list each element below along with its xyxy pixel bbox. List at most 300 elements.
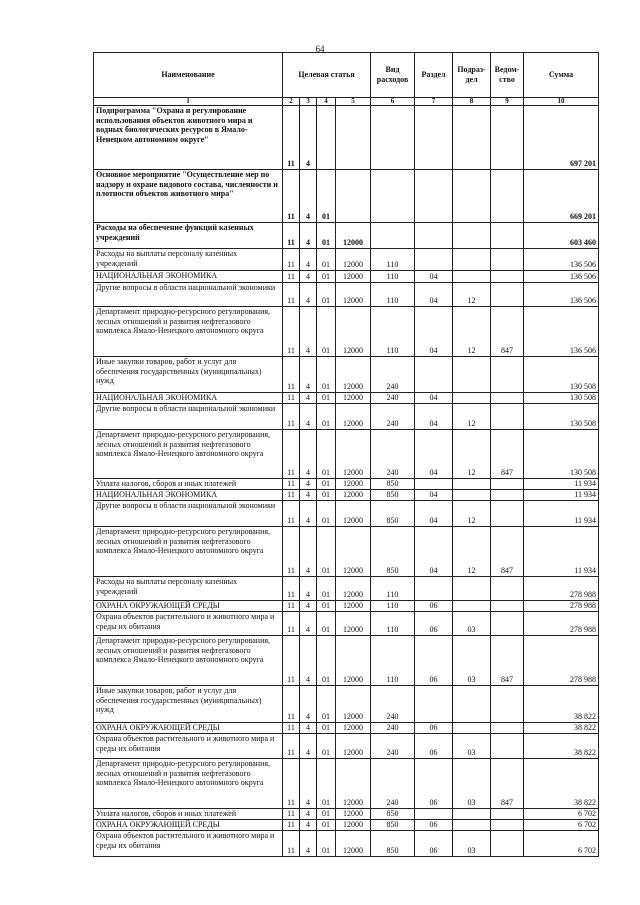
- target-program-cell: 11: [283, 307, 300, 357]
- section-cell: 06: [415, 723, 453, 734]
- table-row: [94, 612, 599, 636]
- table-row: [94, 283, 599, 307]
- header-subsection: Подраз-дел: [453, 53, 491, 98]
- target-measure-cell: [317, 106, 336, 170]
- subsection-cell: 03: [453, 636, 491, 686]
- target-program-cell: 11: [283, 527, 300, 577]
- subsection-cell: 12: [453, 501, 491, 527]
- section-cell: 06: [415, 820, 453, 831]
- target-subprogram-cell: 4: [300, 357, 317, 393]
- target-measure-cell: 01: [317, 820, 336, 831]
- table-row: [94, 601, 599, 612]
- target-measure-cell: 01: [317, 430, 336, 479]
- subsection-cell: 03: [453, 759, 491, 809]
- subsection-cell: 12: [453, 404, 491, 430]
- target-subprogram-cell: 4: [300, 636, 317, 686]
- section-cell: 06: [415, 601, 453, 612]
- target-measure-cell: 01: [317, 759, 336, 809]
- department-cell: [491, 479, 524, 490]
- target-direction-cell: 12000: [336, 357, 371, 393]
- expense-type-cell: 110: [371, 601, 415, 612]
- row-name-cell: ОХРАНА ОКРУЖАЮЩЕЙ СРЕДЫ: [94, 723, 283, 734]
- sum-cell: 130 508: [524, 393, 599, 404]
- subsection-cell: 12: [453, 307, 491, 357]
- section-cell: 04: [415, 490, 453, 501]
- department-cell: [491, 170, 524, 223]
- target-direction-cell: 12000: [336, 734, 371, 759]
- row-name-cell: Другие вопросы в области национальной экономики: [94, 404, 283, 430]
- target-measure-cell: 01: [317, 577, 336, 601]
- expense-type-cell: [371, 170, 415, 223]
- target-program-cell: 11: [283, 601, 300, 612]
- target-program-cell: 11: [283, 612, 300, 636]
- expense-type-cell: 110: [371, 307, 415, 357]
- subsection-cell: [453, 723, 491, 734]
- target-direction-cell: 12000: [336, 271, 371, 283]
- section-cell: 06: [415, 831, 453, 857]
- row-name-cell: Основное мероприятие "Осуществление мер по надзору и охране видового состава, численности и плотности объектов животного мира": [94, 170, 283, 223]
- target-program-cell: 11: [283, 723, 300, 734]
- sum-cell: 6 702: [524, 809, 599, 820]
- target-direction-cell: 12000: [336, 490, 371, 501]
- target-direction-cell: 12000: [336, 501, 371, 527]
- target-subprogram-cell: 4: [300, 759, 317, 809]
- table-row: [94, 577, 599, 601]
- target-program-cell: 11: [283, 223, 300, 249]
- subsection-cell: [453, 170, 491, 223]
- row-name-cell: Расходы на выплаты персоналу казенных учреждений: [94, 577, 283, 601]
- section-cell: [415, 479, 453, 490]
- row-name-cell: Департамент природно-ресурсного регулирования, лесных отношений и развития нефтегазового комплекса Ямало-Ненецкого автономного округа: [94, 759, 283, 809]
- target-subprogram-cell: 4: [300, 430, 317, 479]
- expense-type-cell: 850: [371, 809, 415, 820]
- department-cell: [491, 820, 524, 831]
- target-program-cell: 11: [283, 271, 300, 283]
- subsection-cell: [453, 490, 491, 501]
- expense-type-cell: 110: [371, 612, 415, 636]
- target-measure-cell: 01: [317, 223, 336, 249]
- sum-cell: 38 822: [524, 686, 599, 723]
- row-name-cell: Департамент природно-ресурсного регулирования, лесных отношений и развития нефтегазового комплекса Ямало-Ненецкого автономного округа: [94, 527, 283, 577]
- subsection-cell: [453, 686, 491, 723]
- expense-type-cell: 240: [371, 404, 415, 430]
- subsection-cell: 03: [453, 831, 491, 857]
- subsection-cell: [453, 601, 491, 612]
- subsection-cell: [453, 223, 491, 249]
- table-row: [94, 249, 599, 271]
- sum-cell: 603 460: [524, 223, 599, 249]
- row-name-cell: Другие вопросы в области национальной экономики: [94, 283, 283, 307]
- subsection-cell: [453, 249, 491, 271]
- table-row: [94, 430, 599, 479]
- expense-type-cell: 850: [371, 831, 415, 857]
- target-subprogram-cell: 4: [300, 283, 317, 307]
- target-program-cell: 11: [283, 734, 300, 759]
- target-subprogram-cell: 4: [300, 223, 317, 249]
- subsection-cell: [453, 820, 491, 831]
- target-measure-cell: 01: [317, 283, 336, 307]
- target-direction-cell: 12000: [336, 759, 371, 809]
- column-number: 2: [283, 98, 300, 106]
- table-row: [94, 723, 599, 734]
- target-measure-cell: 01: [317, 393, 336, 404]
- sum-cell: 38 822: [524, 723, 599, 734]
- sum-cell: 130 508: [524, 404, 599, 430]
- sum-cell: 136 506: [524, 307, 599, 357]
- table-row: [94, 734, 599, 759]
- target-program-cell: 11: [283, 283, 300, 307]
- department-cell: [491, 831, 524, 857]
- department-cell: [491, 283, 524, 307]
- section-cell: [415, 809, 453, 820]
- column-number-row: [94, 98, 599, 106]
- target-program-cell: 11: [283, 479, 300, 490]
- header-sum: Сумма: [524, 53, 599, 98]
- target-direction-cell: [336, 106, 371, 170]
- subsection-cell: [453, 577, 491, 601]
- section-cell: 06: [415, 734, 453, 759]
- expense-type-cell: 850: [371, 527, 415, 577]
- target-measure-cell: 01: [317, 686, 336, 723]
- expense-type-cell: [371, 223, 415, 249]
- section-cell: 06: [415, 636, 453, 686]
- column-number: 5: [336, 98, 371, 106]
- table-row: [94, 106, 599, 170]
- target-measure-cell: 01: [317, 249, 336, 271]
- department-cell: [491, 393, 524, 404]
- table-row: [94, 636, 599, 686]
- table-row: [94, 831, 599, 857]
- row-name-cell: Расходы на обеспечение функций казенных учреждений: [94, 223, 283, 249]
- target-subprogram-cell: 4: [300, 271, 317, 283]
- sum-cell: 11 934: [524, 501, 599, 527]
- department-cell: 847: [491, 430, 524, 479]
- target-program-cell: 11: [283, 820, 300, 831]
- expense-type-cell: 110: [371, 283, 415, 307]
- target-subprogram-cell: 4: [300, 479, 317, 490]
- subsection-cell: [453, 357, 491, 393]
- sum-cell: 11 934: [524, 527, 599, 577]
- row-name-cell: Охрана объектов растительного и животного мира и среды их обитания: [94, 734, 283, 759]
- sum-cell: 136 506: [524, 249, 599, 271]
- target-program-cell: 11: [283, 490, 300, 501]
- target-subprogram-cell: 4: [300, 501, 317, 527]
- row-name-cell: НАЦИОНАЛЬНАЯ ЭКОНОМИКА: [94, 490, 283, 501]
- target-measure-cell: 01: [317, 809, 336, 820]
- header-row: [94, 53, 599, 98]
- target-subprogram-cell: 4: [300, 490, 317, 501]
- section-cell: [415, 106, 453, 170]
- target-program-cell: 11: [283, 170, 300, 223]
- section-cell: 04: [415, 527, 453, 577]
- target-direction-cell: 12000: [336, 809, 371, 820]
- target-subprogram-cell: 4: [300, 404, 317, 430]
- subsection-cell: [453, 106, 491, 170]
- subsection-cell: 03: [453, 612, 491, 636]
- row-name-cell: Охрана объектов растительного и животного мира и среды их обитания: [94, 612, 283, 636]
- row-name-cell: Расходы на выплаты персоналу казенных учреждений: [94, 249, 283, 271]
- target-subprogram-cell: 4: [300, 734, 317, 759]
- target-direction-cell: 12000: [336, 612, 371, 636]
- target-direction-cell: 12000: [336, 636, 371, 686]
- expense-type-cell: [371, 106, 415, 170]
- row-name-cell: Подпрограмма "Охрана и регулирование использования объектов животного мира и водных биологических ресурсов в Ямало-Ненецком автономном округе": [94, 106, 283, 170]
- section-cell: 04: [415, 393, 453, 404]
- expense-type-cell: 850: [371, 479, 415, 490]
- subsection-cell: 03: [453, 734, 491, 759]
- table-row: [94, 809, 599, 820]
- target-direction-cell: 12000: [336, 577, 371, 601]
- row-name-cell: Департамент природно-ресурсного регулирования, лесных отношений и развития нефтегазового комплекса Ямало-Ненецкого автономного округа: [94, 636, 283, 686]
- subsection-cell: 12: [453, 430, 491, 479]
- department-cell: [491, 723, 524, 734]
- expense-type-cell: 240: [371, 430, 415, 479]
- expense-type-cell: 110: [371, 249, 415, 271]
- section-cell: 04: [415, 501, 453, 527]
- expense-type-cell: 240: [371, 393, 415, 404]
- department-cell: [491, 577, 524, 601]
- target-subprogram-cell: 4: [300, 686, 317, 723]
- target-program-cell: 11: [283, 501, 300, 527]
- target-measure-cell: 01: [317, 612, 336, 636]
- header-expense-type: Вид расходов: [371, 53, 415, 98]
- table-row: [94, 759, 599, 809]
- table-row: [94, 170, 599, 223]
- sum-cell: 278 988: [524, 636, 599, 686]
- table-row: [94, 527, 599, 577]
- table-row: [94, 490, 599, 501]
- target-direction-cell: 12000: [336, 831, 371, 857]
- target-direction-cell: 12000: [336, 283, 371, 307]
- section-cell: [415, 686, 453, 723]
- section-cell: [415, 357, 453, 393]
- department-cell: [491, 612, 524, 636]
- sum-cell: 6 702: [524, 820, 599, 831]
- expense-type-cell: 240: [371, 723, 415, 734]
- target-subprogram-cell: 4: [300, 809, 317, 820]
- target-direction-cell: [336, 170, 371, 223]
- table-row: [94, 404, 599, 430]
- table-row: [94, 223, 599, 249]
- department-cell: 847: [491, 636, 524, 686]
- expense-type-cell: 240: [371, 759, 415, 809]
- target-direction-cell: 12000: [336, 527, 371, 577]
- row-name-cell: Иные закупки товаров, работ и услуг для обеспечения государственных (муниципальных) нужд: [94, 686, 283, 723]
- sum-cell: 6 702: [524, 831, 599, 857]
- target-measure-cell: 01: [317, 527, 336, 577]
- department-cell: [491, 490, 524, 501]
- table-row: [94, 479, 599, 490]
- target-subprogram-cell: 4: [300, 307, 317, 357]
- target-subprogram-cell: 4: [300, 527, 317, 577]
- row-name-cell: Иные закупки товаров, работ и услуг для обеспечения государственных (муниципальных) нужд: [94, 357, 283, 393]
- page-number: 64: [315, 44, 325, 54]
- target-measure-cell: 01: [317, 307, 336, 357]
- target-program-cell: 11: [283, 577, 300, 601]
- sum-cell: 38 822: [524, 759, 599, 809]
- row-name-cell: Департамент природно-ресурсного регулирования, лесных отношений и развития нефтегазового комплекса Ямало-Ненецкого автономного округа: [94, 307, 283, 357]
- target-subprogram-cell: 4: [300, 831, 317, 857]
- row-name-cell: НАЦИОНАЛЬНАЯ ЭКОНОМИКА: [94, 271, 283, 283]
- target-measure-cell: 01: [317, 723, 336, 734]
- table-row: [94, 357, 599, 393]
- section-cell: 04: [415, 271, 453, 283]
- sum-cell: 697 201: [524, 106, 599, 170]
- sum-cell: 11 934: [524, 490, 599, 501]
- expense-type-cell: 110: [371, 577, 415, 601]
- table-row: [94, 307, 599, 357]
- sum-cell: 278 988: [524, 601, 599, 612]
- section-cell: [415, 170, 453, 223]
- section-cell: 04: [415, 307, 453, 357]
- target-subprogram-cell: 4: [300, 170, 317, 223]
- target-subprogram-cell: 4: [300, 106, 317, 170]
- target-direction-cell: 12000: [336, 393, 371, 404]
- target-program-cell: 11: [283, 106, 300, 170]
- department-cell: [491, 357, 524, 393]
- column-number: 9: [491, 98, 524, 106]
- table-row: [94, 820, 599, 831]
- section-cell: 06: [415, 612, 453, 636]
- target-program-cell: 11: [283, 831, 300, 857]
- expense-type-cell: 850: [371, 490, 415, 501]
- row-name-cell: Уплата налогов, сборов и иных платежей: [94, 809, 283, 820]
- expense-type-cell: 110: [371, 636, 415, 686]
- section-cell: [415, 577, 453, 601]
- header-target-article: Целевая статья: [283, 53, 371, 98]
- table-row: [94, 393, 599, 404]
- department-cell: [491, 249, 524, 271]
- subsection-cell: [453, 809, 491, 820]
- target-program-cell: 11: [283, 759, 300, 809]
- target-measure-cell: 01: [317, 831, 336, 857]
- section-cell: [415, 223, 453, 249]
- row-name-cell: ОХРАНА ОКРУЖАЮЩЕЙ СРЕДЫ: [94, 601, 283, 612]
- sum-cell: 278 988: [524, 612, 599, 636]
- section-cell: 04: [415, 404, 453, 430]
- section-cell: [415, 249, 453, 271]
- column-number: 3: [300, 98, 317, 106]
- column-number: 8: [453, 98, 491, 106]
- target-direction-cell: 12000: [336, 601, 371, 612]
- subsection-cell: [453, 271, 491, 283]
- table-row: [94, 501, 599, 527]
- subsection-cell: 12: [453, 283, 491, 307]
- department-cell: [491, 223, 524, 249]
- department-cell: [491, 601, 524, 612]
- row-name-cell: Охрана объектов растительного и животного мира и среды их обитания: [94, 831, 283, 857]
- row-name-cell: ОХРАНА ОКРУЖАЮЩЕЙ СРЕДЫ: [94, 820, 283, 831]
- department-cell: [491, 686, 524, 723]
- target-program-cell: 11: [283, 686, 300, 723]
- column-number: 4: [317, 98, 336, 106]
- target-measure-cell: 01: [317, 636, 336, 686]
- sum-cell: 11 934: [524, 479, 599, 490]
- header-name: Наименование: [94, 53, 283, 98]
- target-direction-cell: 12000: [336, 307, 371, 357]
- column-number: 6: [371, 98, 415, 106]
- target-direction-cell: 12000: [336, 249, 371, 271]
- target-measure-cell: 01: [317, 170, 336, 223]
- target-direction-cell: 12000: [336, 404, 371, 430]
- target-program-cell: 11: [283, 357, 300, 393]
- target-direction-cell: 12000: [336, 430, 371, 479]
- target-measure-cell: 01: [317, 479, 336, 490]
- target-program-cell: 11: [283, 404, 300, 430]
- target-direction-cell: 12000: [336, 479, 371, 490]
- target-measure-cell: 01: [317, 404, 336, 430]
- target-program-cell: 11: [283, 809, 300, 820]
- target-measure-cell: 01: [317, 490, 336, 501]
- row-name-cell: НАЦИОНАЛЬНАЯ ЭКОНОМИКА: [94, 393, 283, 404]
- target-subprogram-cell: 4: [300, 723, 317, 734]
- header-section: Раздел: [415, 53, 453, 98]
- table-row: [94, 686, 599, 723]
- sum-cell: 136 506: [524, 271, 599, 283]
- sum-cell: 669 201: [524, 170, 599, 223]
- sum-cell: 130 508: [524, 357, 599, 393]
- target-measure-cell: 01: [317, 357, 336, 393]
- subsection-cell: [453, 479, 491, 490]
- department-cell: [491, 271, 524, 283]
- department-cell: [491, 809, 524, 820]
- target-direction-cell: 12000: [336, 686, 371, 723]
- target-direction-cell: 12000: [336, 723, 371, 734]
- section-cell: 06: [415, 759, 453, 809]
- target-subprogram-cell: 4: [300, 249, 317, 271]
- sum-cell: 38 822: [524, 734, 599, 759]
- header-department: Ведом-ство: [491, 53, 524, 98]
- department-cell: [491, 106, 524, 170]
- expense-type-cell: 240: [371, 686, 415, 723]
- target-program-cell: 11: [283, 430, 300, 479]
- expense-type-cell: 240: [371, 734, 415, 759]
- expense-type-cell: 240: [371, 357, 415, 393]
- target-direction-cell: 12000: [336, 820, 371, 831]
- department-cell: [491, 404, 524, 430]
- target-direction-cell: 12000: [336, 223, 371, 249]
- department-cell: 847: [491, 527, 524, 577]
- row-name-cell: Уплата налогов, сборов и иных платежей: [94, 479, 283, 490]
- department-cell: 847: [491, 307, 524, 357]
- target-subprogram-cell: 4: [300, 393, 317, 404]
- subsection-cell: 12: [453, 527, 491, 577]
- target-measure-cell: 01: [317, 734, 336, 759]
- expense-type-cell: 850: [371, 820, 415, 831]
- table-row: [94, 271, 599, 283]
- column-number: 10: [524, 98, 599, 106]
- column-number: 7: [415, 98, 453, 106]
- column-number: 1: [94, 98, 283, 106]
- expense-type-cell: 110: [371, 271, 415, 283]
- target-subprogram-cell: 4: [300, 577, 317, 601]
- row-name-cell: Другие вопросы в области национальной экономики: [94, 501, 283, 527]
- row-name-cell: Департамент природно-ресурсного регулирования, лесных отношений и развития нефтегазового комплекса Ямало-Ненецкого автономного округа: [94, 430, 283, 479]
- sum-cell: 278 988: [524, 577, 599, 601]
- target-measure-cell: 01: [317, 271, 336, 283]
- department-cell: [491, 734, 524, 759]
- expense-type-cell: 850: [371, 501, 415, 527]
- target-measure-cell: 01: [317, 601, 336, 612]
- subsection-cell: [453, 393, 491, 404]
- section-cell: 04: [415, 430, 453, 479]
- sum-cell: 130 508: [524, 430, 599, 479]
- department-cell: 847: [491, 759, 524, 809]
- target-subprogram-cell: 4: [300, 601, 317, 612]
- sum-cell: 136 506: [524, 283, 599, 307]
- department-cell: [491, 501, 524, 527]
- budget-table: [93, 52, 599, 857]
